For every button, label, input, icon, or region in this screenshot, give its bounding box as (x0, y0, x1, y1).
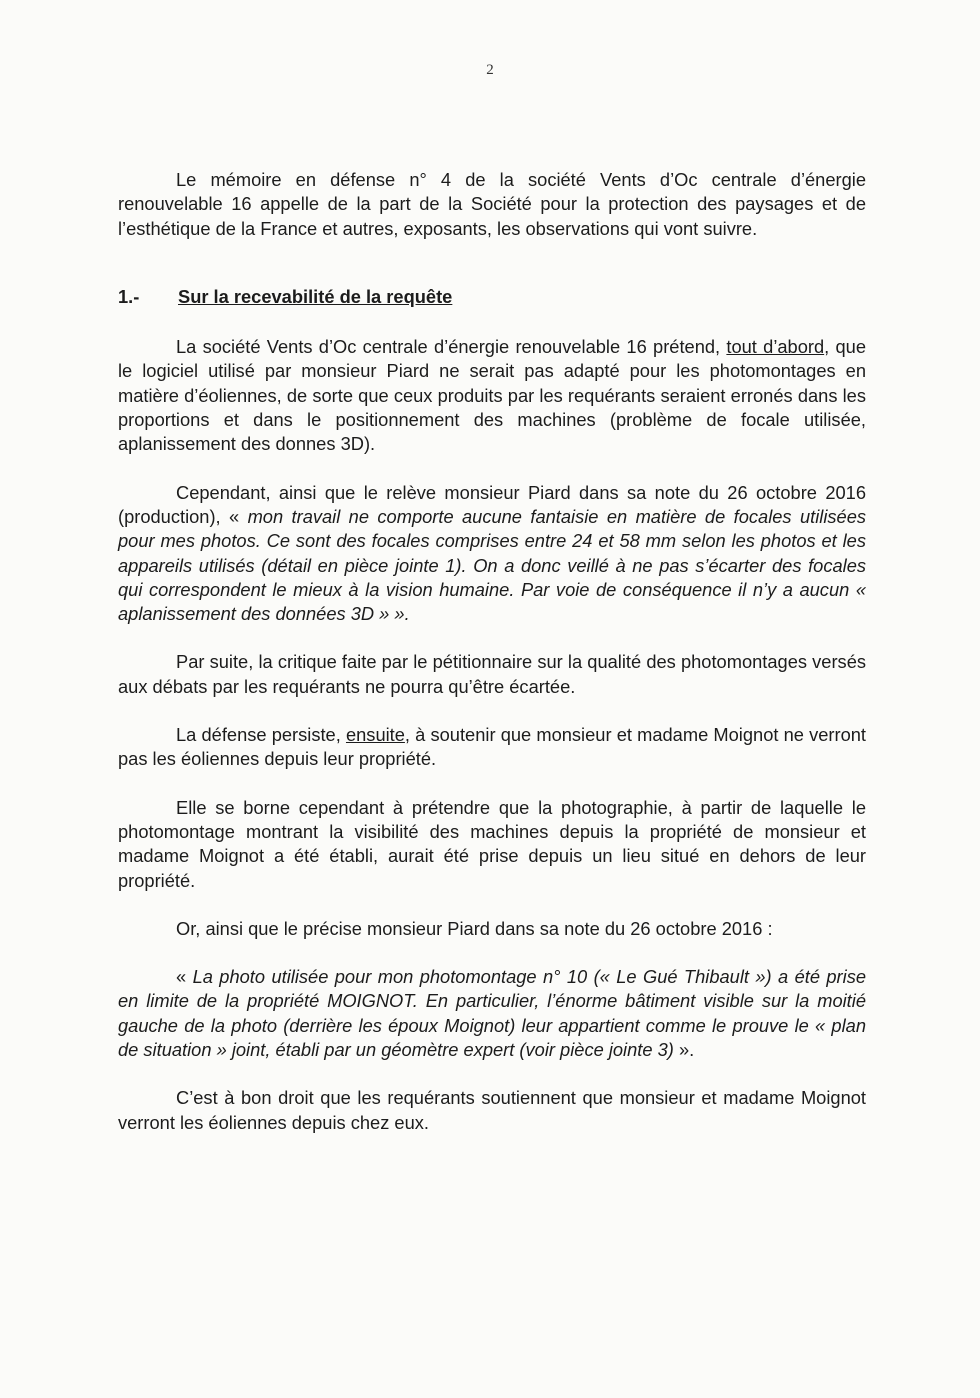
underlined-term: tout d’abord (726, 336, 825, 358)
paragraph-photographie: Elle se borne cependant à prétendre que la photographie, à partir de laquelle le photomontage montrant la visibilité des machines depuis la propriété de monsieur et madame Moignot a été établi, aurait été prise depuis un lieu situé en dehors de leur propriété. (118, 796, 866, 891)
underlined-term: ensuite (345, 724, 405, 746)
text-run: « (176, 966, 193, 988)
text-run: , à soutenir que monsieur et madame Moignot ne verront pas les éoliennes depuis leur propriété. (118, 724, 866, 770)
page-number: 2 (486, 62, 494, 78)
paragraph-final: C’est à bon droit que les requérants soutiennent que monsieur et madame Moignot verront les éoliennes depuis chez eux. (118, 1087, 866, 1133)
intro-paragraph: Le mémoire en défense n° 4 de la société Vents d’Oc centrale d’énergie renouvelable 16 appelle de la part de la Société pour la protection des paysages et de l’esthétique de la France et autres, exposants, les observations qui vont suivre. (118, 169, 866, 239)
text-run: ». (673, 1039, 695, 1061)
text-run: Cependant, ainsi que le relève monsieur Piard dans sa note du 26 octobre 2016 (production), « (118, 481, 866, 527)
section-number: 1.- (118, 285, 140, 307)
section-heading (118, 285, 866, 309)
paragraph-precision: Or, ainsi que le précise monsieur Piard dans sa note du 26 octobre 2016 : (176, 917, 773, 939)
paragraph-citation-piard (118, 481, 866, 627)
document-body (118, 168, 866, 1135)
text-run: , que le logiciel utilisé par monsieur Piard ne serait pas adapté pour les photomontages en matière d’éoliennes, de sorte que ceux produits par les requérants seraient erronés dans les proportions et dans le positionnement des machines (problème de focale utilisée, aplanissement des donnes 3D). (118, 336, 866, 455)
text-run: La société Vents d’Oc centrale d’énergie renouvelable 16 prétend, (176, 336, 727, 358)
paragraph-conclusion-photomontages: Par suite, la critique faite par le pétitionnaire sur la qualité des photomontages versés aux débats par les requérants ne pourra qu’être écartée. (118, 651, 866, 697)
quoted-text: mon travail ne comporte aucune fantaisie en matière de focales utilisées pour mes photos. Ce sont des focales comprises entre 24 et 58 mm selon les photos et les appareils utilisés (détail en pièce jointe 1). On a donc veillé à ne pas s’écarter des focales qui correspondent le mieux à la vision humaine. Par voie de conséquence il n’y a aucun « aplanissement des données 3D » ». (118, 505, 866, 625)
quoted-text: La photo utilisée pour mon photomontage n° 10 (« Le Gué Thibault ») a été prise en limite de la propriété MOIGNOT. En particulier, l’énorme bâtiment visible sur la moitié gauche de la photo (derrière les époux Moignot) leur appartient comme le prouve le « plan de situation » joint, établi par un géomètre expert (voir pièce jointe 3) (118, 966, 867, 1061)
text-run: La défense persiste, (176, 724, 346, 746)
paragraph-defense (118, 723, 866, 772)
paragraph-citation-gue-thibault (118, 965, 866, 1062)
paragraph-recevabilite (118, 335, 866, 456)
section-title: Sur la recevabilité de la requête (178, 285, 453, 307)
